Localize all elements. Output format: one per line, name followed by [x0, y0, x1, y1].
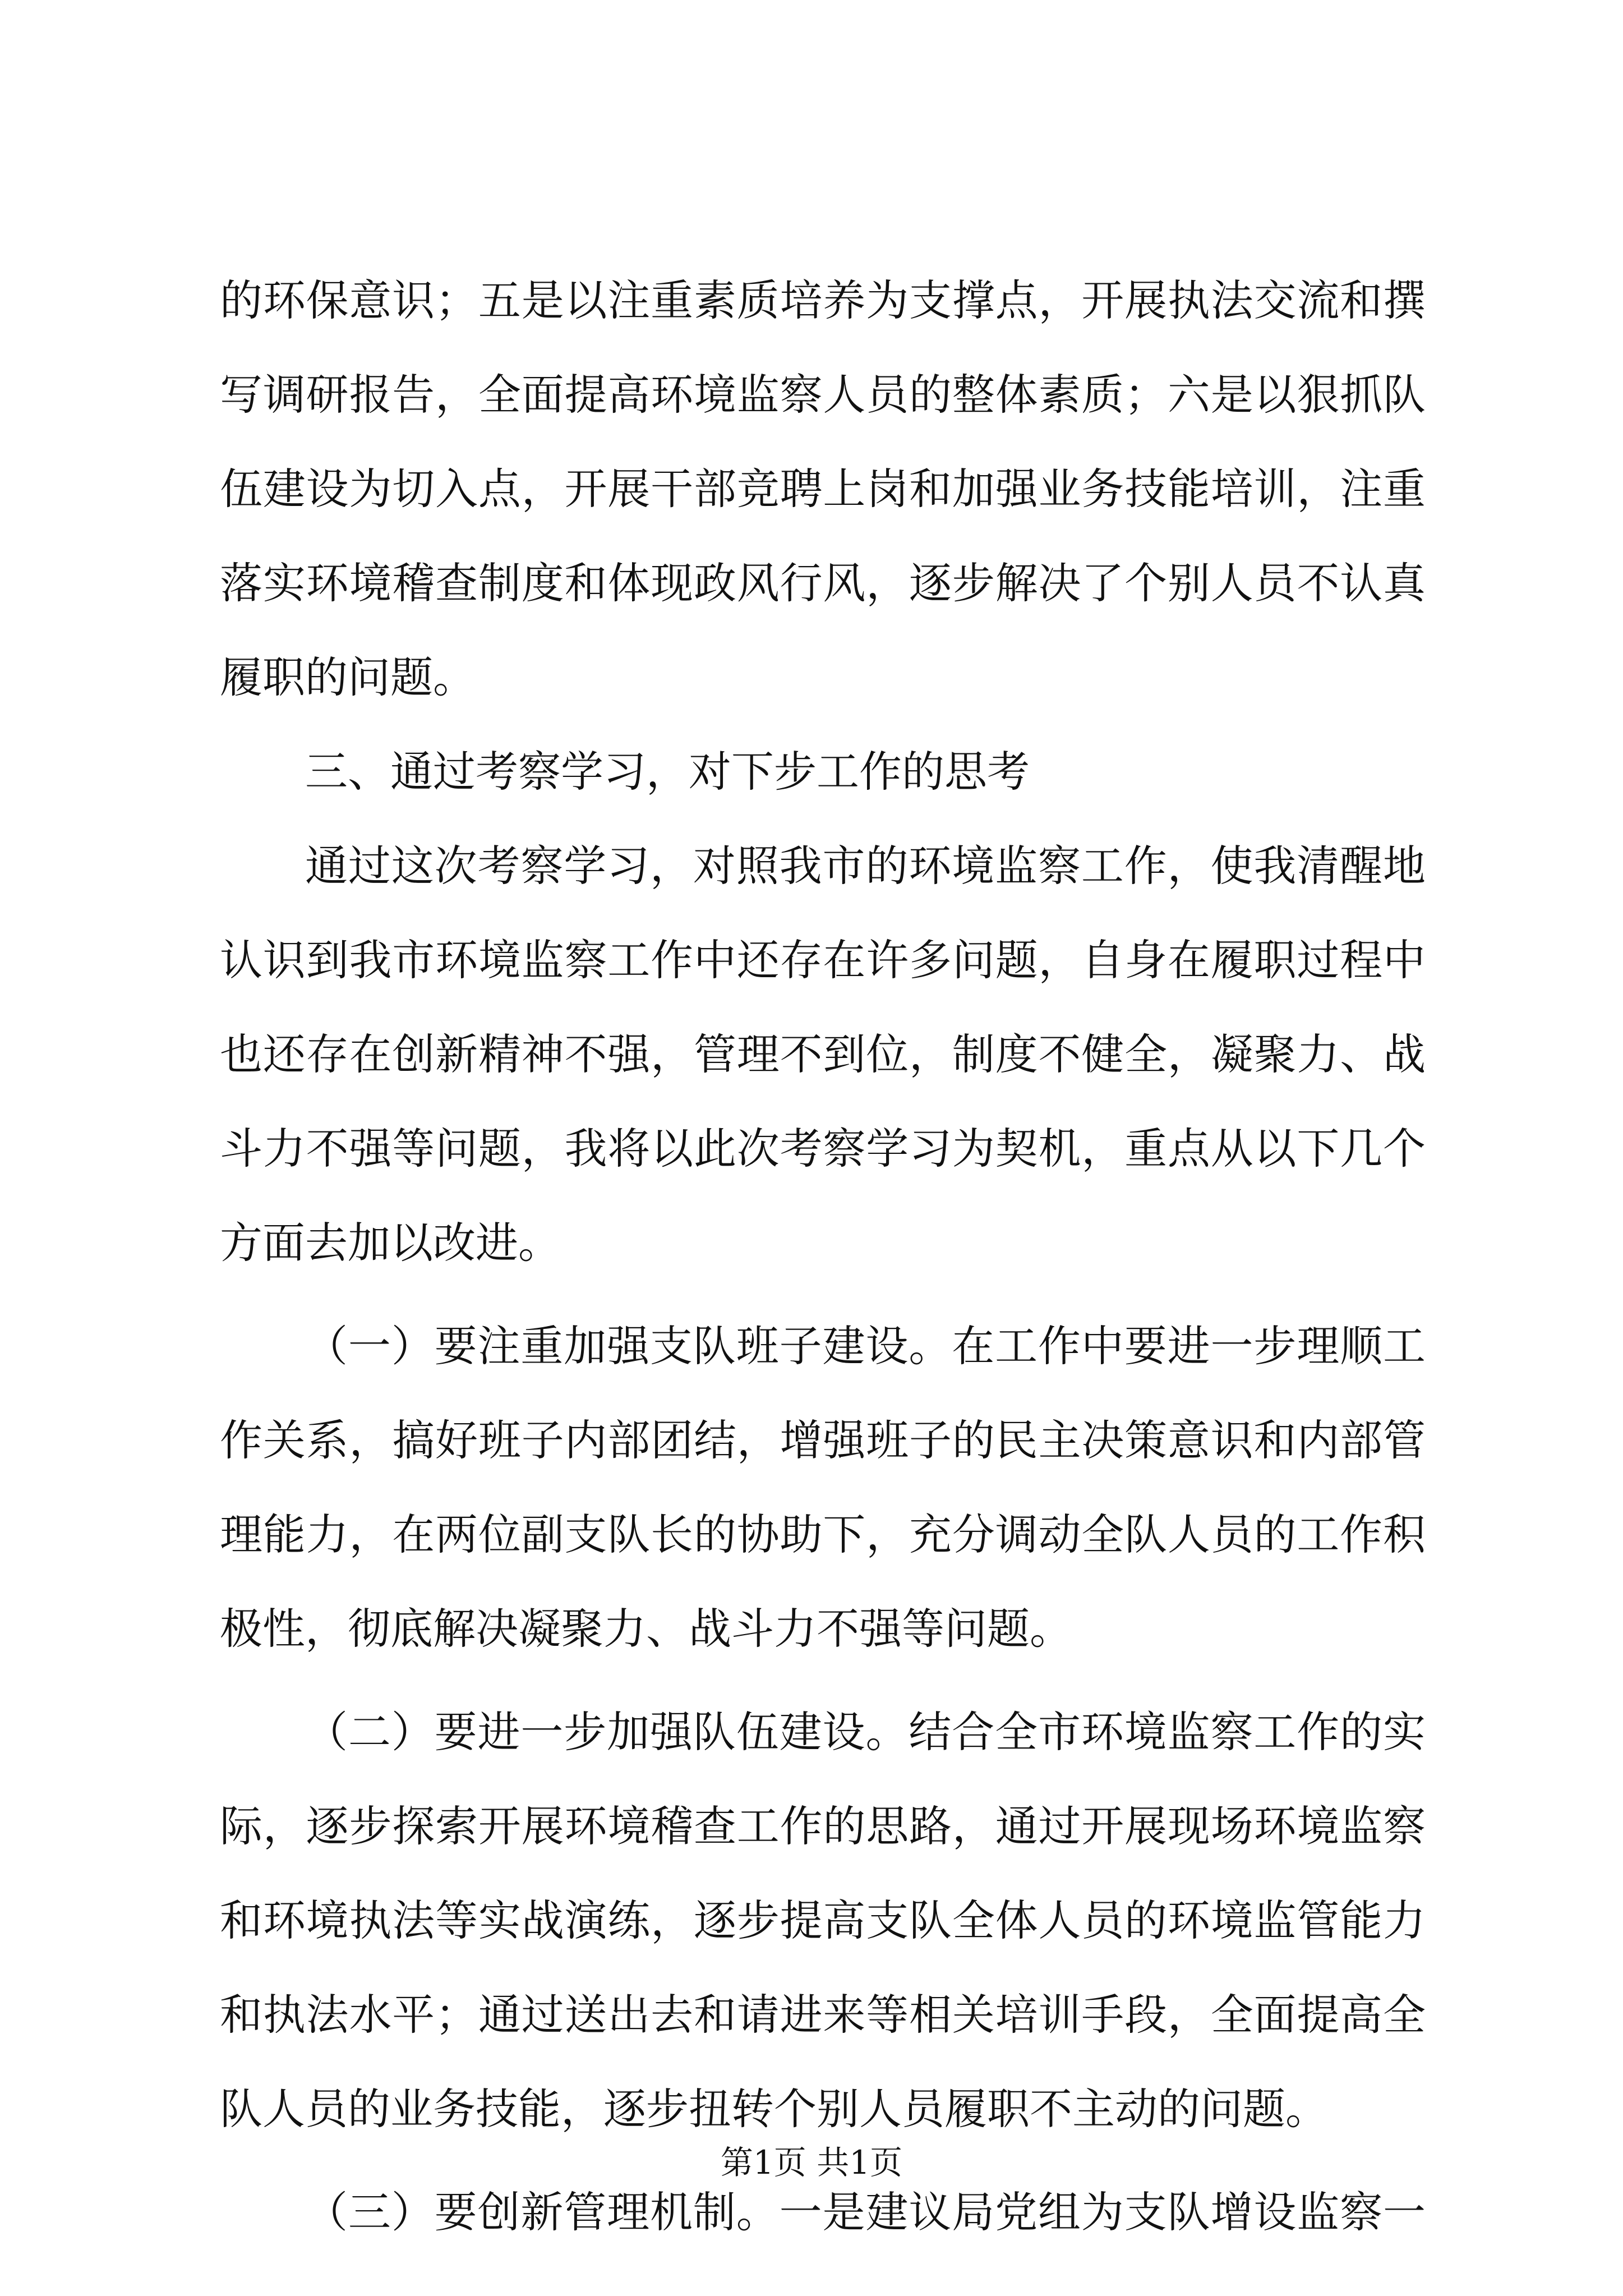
item-1-start: （一）要注重加强支队班子建设。在工作中要进一步理顺工 [305, 1321, 1426, 1371]
text-line-11: 方面去加以改进。 [220, 1218, 561, 1268]
text-line-8: 认识到我市环境监察工作中还存在许多问题，自身在履职过程中 [220, 935, 1426, 985]
text-line-9: 也还存在创新精神不强，管理不到位，制度不健全，凝聚力、战 [220, 1029, 1426, 1079]
paragraph-start: 通过这次考察学习，对照我市的环境监察工作，使我清醒地 [305, 841, 1426, 891]
item-2-start: （二）要进一步加强队伍建设。结合全市环境监察工作的实 [305, 1707, 1426, 1757]
text-line-14: 理能力，在两位副支队长的协助下，充分调动全队人员的工作积 [220, 1510, 1426, 1559]
text-line-18: 和环境执法等实战演练，逐步提高支队全体人员的环境监管能力 [220, 1895, 1426, 1945]
text-line-13: 作关系，搞好班子内部团结，增强班子的民主决策意识和内部管 [220, 1415, 1426, 1465]
document-body [220, 254, 1426, 2260]
text-line-10: 斗力不强等问题，我将以此次考察学习为契机，重点从以下几个 [220, 1124, 1426, 1174]
text-line-3: 伍建设为切入点，开展干部竞聘上岗和加强业务技能培训，注重 [220, 464, 1426, 514]
item-3-start: （三）要创新管理机制。一是建议局党组为支队增设监察一 [305, 2187, 1426, 2237]
text-line-5: 履职的问题。 [220, 652, 476, 702]
text-line-2: 写调研报告，全面提高环境监察人员的整体素质；六是以狠抓队 [220, 370, 1426, 420]
text-line-4: 落实环境稽查制度和体现政风行风，逐步解决了个别人员不认真 [220, 558, 1426, 608]
text-line-15: 极性，彻底解决凝聚力、战斗力不强等问题。 [220, 1604, 1072, 1654]
section-heading-3: 三、通过考察学习，对下步工作的思考 [305, 747, 1030, 797]
text-line-17: 际，逐步探索开展环境稽查工作的思路，通过开展现场环境监察 [220, 1801, 1426, 1851]
text-line-19: 和执法水平；通过送出去和请进来等相关培训手段，全面提高全 [220, 1990, 1426, 2040]
text-line-20: 队人员的业务技能，逐步扭转个别人员履职不主动的问题。 [220, 2084, 1328, 2134]
text-line-1: 的环保意识；五是以注重素质培养为支撑点，开展执法交流和撰 [220, 275, 1426, 325]
page-number-footer: 第1页 共1页 [720, 2143, 903, 2182]
